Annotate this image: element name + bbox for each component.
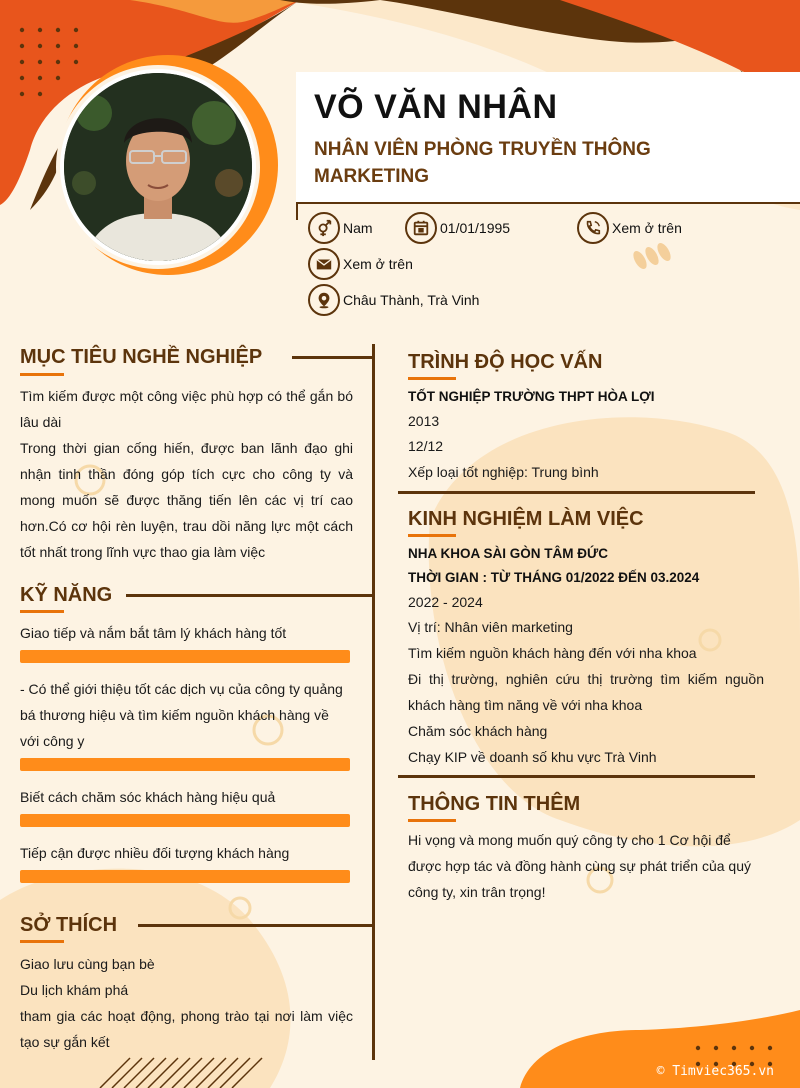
hobby-line: Giao lưu cùng bạn bè (20, 956, 155, 972)
skills-title: KỸ NĂNG (20, 584, 113, 606)
education-school: TỐT NGHIỆP TRƯỜNG THPT HÒA LỢI (408, 389, 655, 404)
education-divider (398, 491, 755, 494)
experience-period: THỜI GIAN : TỪ THÁNG 01/2022 ĐẾN 03.2024 (408, 570, 700, 585)
hobbies-title-rule (138, 924, 372, 927)
address-text: Châu Thành, Trà Vinh (343, 292, 480, 308)
experience-details (408, 614, 764, 770)
skills-title-rule (126, 594, 372, 597)
skill-level-bar (20, 758, 350, 771)
education-rank: Xếp loại tốt nghiệp: Trung bình (408, 464, 599, 480)
skills-title-underline (20, 610, 64, 613)
contact-phone (577, 212, 682, 244)
experience-line: Đi thị trường, nghiên cứu thị trường tìm kiếm nguồn khách hàng tìm năng về với nha khoa (408, 671, 764, 713)
education-grade: 12/12 (408, 438, 444, 454)
watermark: © Timviec365.vn (656, 1064, 774, 1079)
skill-label: Giao tiếp và nắm bắt tâm lý khách hàng tốt (20, 625, 287, 641)
job-title: NHÂN VIÊN PHÒNG TRUYỀN THÔNG MARKETING (314, 139, 651, 187)
hobby-line: Du lịch khám phá (20, 982, 129, 998)
skill-level-bar (20, 870, 350, 883)
objective-title: MỤC TIÊU NGHỀ NGHIỆP (20, 346, 263, 368)
objective-line: Trong thời gian cống hiến, được ban lãnh đạo ghi nhận tinh thần đóng góp tích cực cho công ty và mong muốn sẽ được thăng tiến lên các vị trí cao hơn.Có cơ hội rèn luyện, trau dồi năng lực một cách tốt nhất trong lĩnh vực thao gia làm việc (20, 440, 353, 560)
skill-level-bar (20, 650, 350, 663)
phone-text: Xem ở trên (612, 220, 682, 236)
hobbies-title-underline (20, 940, 64, 943)
phone-icon (577, 212, 609, 244)
education-year: 2013 (408, 413, 440, 429)
skill-label: Biết cách chăm sóc khách hàng hiệu quả (20, 789, 276, 805)
header-divider-vertical (296, 202, 298, 220)
education-title: TRÌNH ĐỘ HỌC VẤN (408, 351, 603, 373)
experience-years: 2022 - 2024 (408, 594, 483, 610)
calendar-icon (405, 212, 437, 244)
skill-label: Tiếp cận được nhiều đối tượng khách hàng (20, 845, 290, 861)
experience-line: Tìm kiếm nguồn khách hàng đến với nha khoa (408, 645, 697, 661)
avatar (64, 73, 252, 261)
extra-text: Hi vọng và mong muốn quý công ty cho 1 Cơ hội để được hợp tác và đồng hành cùng sự phát triển của quý công ty, xin trân trọng! (408, 832, 751, 900)
hobbies-title: SỞ THÍCH (20, 914, 118, 936)
objective-title-underline (20, 373, 64, 376)
extra-title: THÔNG TIN THÊM (408, 793, 581, 815)
experience-divider (398, 775, 755, 778)
objective-text (20, 383, 353, 565)
location-pin-icon (308, 284, 340, 316)
contact-address (308, 284, 479, 316)
hobbies-text (20, 951, 353, 1055)
education-title-underline (408, 377, 456, 380)
gender-text: Nam (343, 220, 373, 236)
skill-label: - Có thể giới thiệu tốt các dịch vụ của công ty quảng bá thương hiệu và tìm kiếm nguồn khách hàng về với công y (20, 681, 343, 749)
skill-level-bar (20, 814, 350, 827)
contact-email (308, 248, 413, 280)
experience-line: Vị trí: Nhân viên marketing (408, 619, 573, 635)
experience-line: Chạy KIP về doanh số khu vực Trà Vinh (408, 749, 657, 765)
objective-title-rule (292, 356, 372, 359)
gender-icon (308, 212, 340, 244)
experience-line: Chăm sóc khách hàng (408, 723, 548, 739)
header-divider (296, 202, 800, 204)
candidate-name: VÕ VĂN NHÂN (314, 88, 558, 126)
contact-gender (308, 212, 373, 244)
experience-title-underline (408, 534, 456, 537)
birthday-text: 01/01/1995 (440, 220, 511, 236)
experience-company: NHA KHOA SÀI GÒN TÂM ĐỨC (408, 546, 608, 561)
extra-title-underline (408, 819, 456, 822)
experience-title: KINH NGHIỆM LÀM VIỆC (408, 508, 644, 530)
email-text: Xem ở trên (343, 256, 413, 272)
email-icon (308, 248, 340, 280)
objective-line: Tìm kiếm được một công việc phù hợp có thể gắn bó lâu dài (20, 388, 353, 430)
contact-birthday (405, 212, 510, 244)
column-divider (372, 344, 375, 1060)
hobby-line: tham gia các hoạt động, phong trào tại nơi làm việc tạo sự gắn kết (20, 1008, 353, 1050)
